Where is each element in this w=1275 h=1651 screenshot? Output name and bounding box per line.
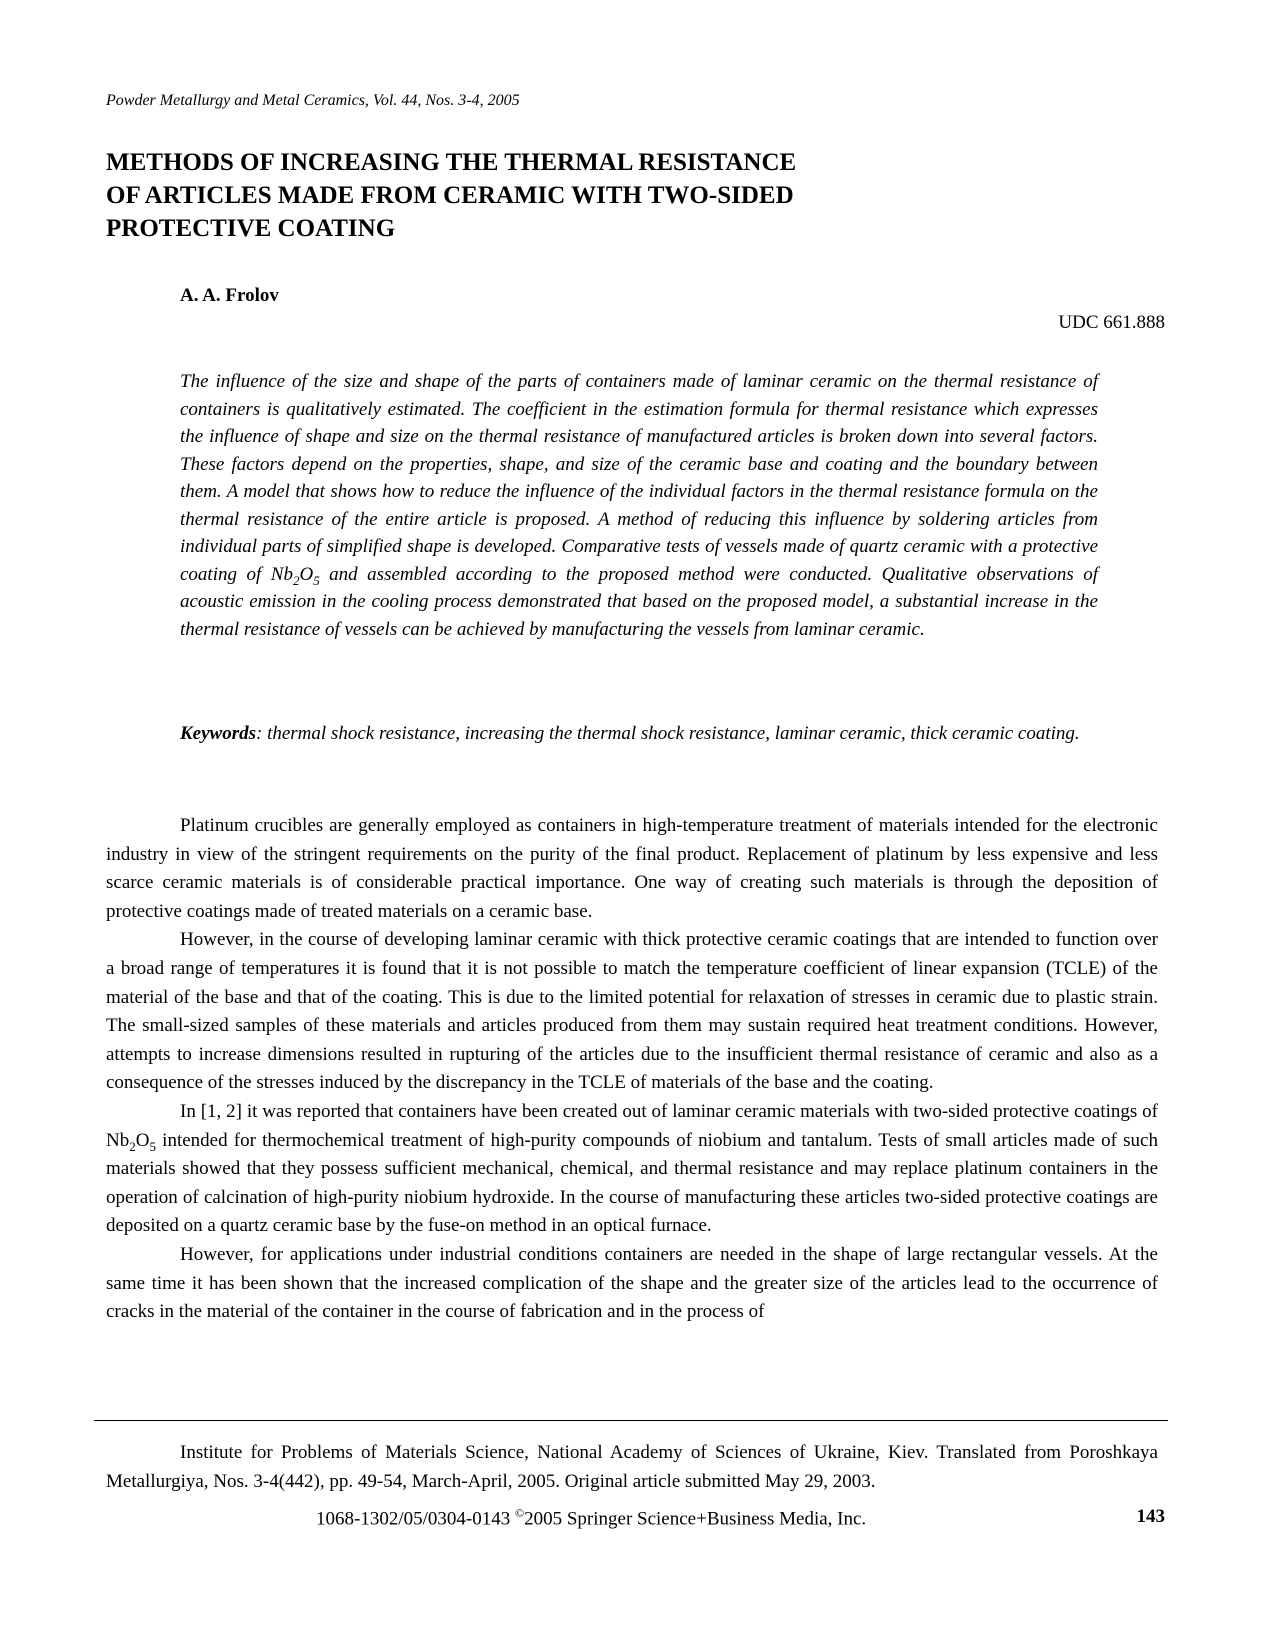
article-body	[106, 812, 1158, 1327]
formula-subscript: 2	[292, 572, 300, 588]
body-paragraph-1: Platinum crucibles are generally employed as containers in high-temperature treatment of materials intended for the electronic industry in view of the stringent requirements on the purity of the final product. Replacement of platinum by less expensive and less scarce ceramic materials is of considerable practical importance. One way of creating such materials is through the deposition of protective coatings made of treated materials on a ceramic base.	[106, 815, 1158, 922]
issn-copyright-line	[316, 1506, 866, 1530]
footnote-divider	[94, 1420, 1168, 1421]
formula-subscript: 5	[149, 1138, 156, 1154]
copyright-symbol: ©	[514, 1506, 525, 1520]
body-paragraph-3-text-1: In [1, 2] it was reported that containers have been created out of laminar ceramic materials with two-sided protective coatings of	[180, 1100, 1158, 1122]
abstract	[180, 368, 1098, 643]
keywords-label: Keywords	[180, 723, 256, 744]
author-name: A. A. Frolov	[180, 285, 279, 306]
affiliation-footnote: Institute for Problems of Materials Science, National Academy of Sciences of Ukraine, Kiev. Translated from Poroshkaya Metallurgiya, Nos. 3-4(442), pp. 49-54, March-April, 2005. Original article submitted May 29, 2003.	[106, 1442, 1158, 1492]
title-line: METHODS OF INCREASING THE THERMAL RESISTANCE	[106, 149, 797, 176]
body-paragraph-4: However, for applications under industrial conditions containers are needed in the shape of large rectangular vessels. At the same time it has been shown that the increased complication of the shape and the greater size of the articles lead to the occurrence of cracks in the material of the container in the course of fabrication and in the process of	[106, 1243, 1158, 1323]
formula-nb2o5	[106, 1129, 156, 1154]
keywords-text: : thermal shock resistance, increasing the thermal shock resistance, laminar ceramic, thick ceramic coating.	[256, 723, 1080, 744]
formula-element: O	[299, 563, 314, 585]
formula-element: O	[135, 1129, 150, 1151]
abstract-text-2: and assembled according to the proposed method were conducted. Qualitative observations of acoustic emission in the cooling process demonstrated that based on the proposed model, a substantial increase in the thermal resistance of vessels can be achieved by manufacturing the vessels from laminar ceramic.	[180, 563, 1098, 640]
body-paragraph-3-text-2: intended for thermochemical treatment of high-purity compounds of niobium and tantalum. Tests of small articles made of such materials showed that they possess sufficient mechanical, chemical, and thermal resistance and may replace platinum containers in the operation of calcination of high-purity niobium hydroxide. In the course of manufacturing these articles two-sided protective coatings are deposited on a quartz ceramic base by the fuse-on method in an optical furnace.	[106, 1129, 1158, 1237]
article-title	[106, 146, 966, 245]
keywords	[180, 720, 1098, 748]
issn-code: 1068-1302/05/0304-0143	[316, 1508, 515, 1530]
formula-element: Nb	[106, 1129, 130, 1151]
formula-element: Nb	[270, 563, 293, 585]
body-paragraph-3	[106, 1098, 1158, 1241]
body-paragraph-2: However, in the course of developing laminar ceramic with thick protective ceramic coatings that are intended to function over a broad range of temperatures it is found that it is not possible to match the temperature coefficient of linear expansion (TCLE) of the material of the base and that of the coating. This is due to the limited potential for relaxation of stresses in ceramic due to plastic strain. The small-sized samples of these materials and articles produced from them may sustain required heat treatment conditions. However, attempts to increase dimensions resulted in rupturing of the articles due to the insufficient thermal resistance of ceramic and also as a consequence of the stresses induced by the discrepancy in the TCLE of materials of the base and the coating.	[106, 929, 1158, 1094]
title-line: PROTECTIVE COATING	[106, 215, 396, 242]
abstract-text-1: The influence of the size and shape of the parts of containers made of laminar ceramic on the thermal resistance of containers is qualitatively estimated. The coefficient in the estimation formula for thermal resistance which expresses the influence of shape and size on the thermal resistance of manufactured articles is broken down into several factors. These factors depend on the properties, shape, and size of the ceramic base and coating and the boundary between them. A model that shows how to reduce the influence of the individual factors in the thermal resistance formula on the thermal resistance of the entire article is proposed. A method of reducing this influence by soldering articles from individual parts of simplified shape is developed. Comparative tests of vessels made of quartz ceramic with a protective coating of	[180, 371, 1098, 585]
journal-citation: Powder Metallurgy and Metal Ceramics, Vol. 44, Nos. 3-4, 2005	[106, 92, 520, 109]
page-number: 143	[1136, 1506, 1165, 1527]
title-line: OF ARTICLES MADE FROM CERAMIC WITH TWO-SIDED	[106, 182, 794, 209]
udc-code: UDC 661.888	[1058, 312, 1165, 333]
formula-nb2o5	[270, 563, 320, 588]
formula-subscript: 2	[129, 1138, 136, 1154]
publisher-name: 2005 Springer Science+Business Media, Inc.	[524, 1508, 867, 1530]
formula-subscript: 5	[313, 572, 320, 588]
